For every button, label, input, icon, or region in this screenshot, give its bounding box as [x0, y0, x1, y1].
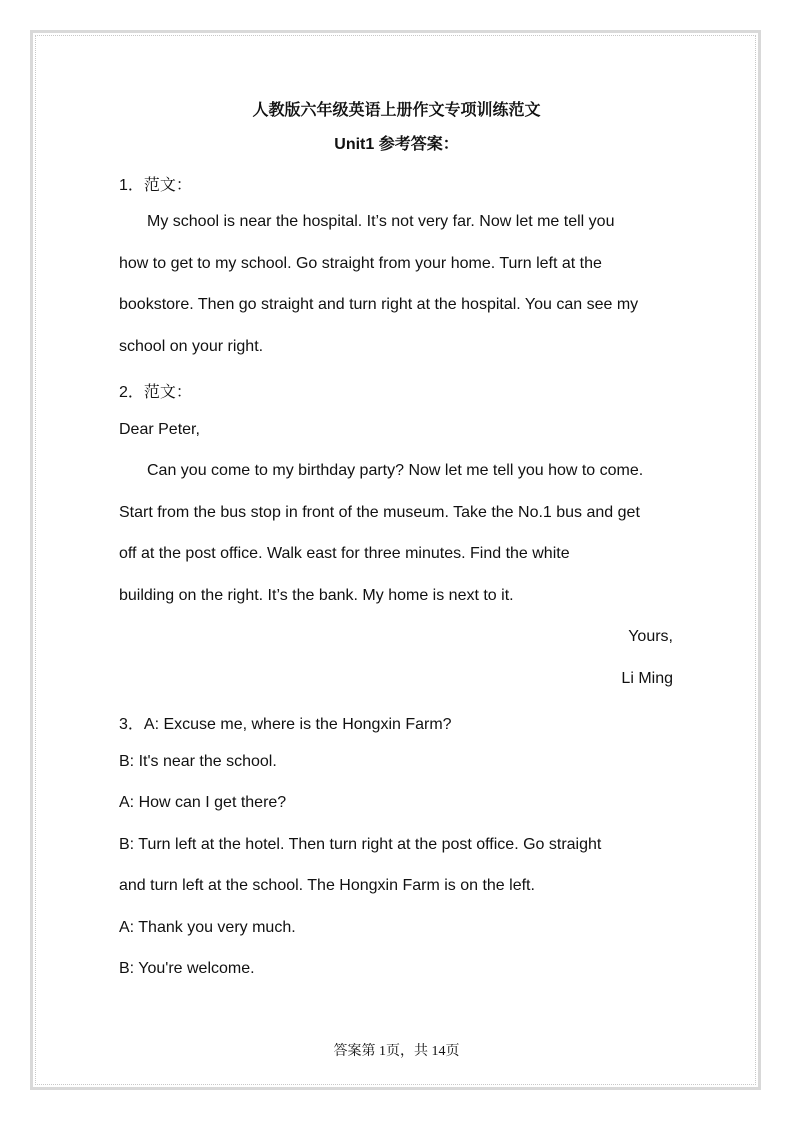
item1-line: My school is near the hospital. It’s not very far. Now let me tell you	[147, 213, 615, 230]
letter-line: building on the right. It’s the bank. My home is next to it.	[119, 587, 514, 604]
dialogue-line: A: Thank you very much.	[119, 919, 296, 936]
letter-line: Can you come to my birthday party? Now let me tell you how to come.	[147, 462, 644, 479]
document-title: 人教版六年级英语上册作文专项训练范文	[252, 102, 541, 119]
item1-label: 1．范文：	[119, 177, 192, 194]
page-footer: 答案第 1页，共 14页	[333, 1044, 460, 1059]
letter-greeting: Dear Peter,	[119, 421, 200, 438]
item2-label: 2．范文：	[119, 384, 192, 401]
item1-line: school on your right.	[119, 338, 264, 355]
dialogue-line: B: It's near the school.	[119, 753, 277, 770]
letter-closing: Yours,	[628, 628, 673, 645]
dialogue-line: 3．A: Excuse me, where is the Hongxin Farm?	[119, 716, 452, 733]
dialogue-line: B: You're welcome.	[119, 960, 255, 977]
dialogue-line: and turn left at the school. The Hongxin Farm is on the left.	[119, 877, 535, 894]
letter-signature: Li Ming	[621, 670, 673, 687]
dialogue-line: A: How can I get there?	[119, 794, 287, 811]
dialogue-line: B: Turn left at the hotel. Then turn right at the post office. Go straight	[119, 836, 602, 853]
item1-line: bookstore. Then go straight and turn right at the hospital. You can see my	[119, 296, 639, 313]
item1-line: how to get to my school. Go straight from your home. Turn left at the	[119, 255, 602, 272]
letter-line: Start from the bus stop in front of the museum. Take the No.1 bus and get	[119, 504, 640, 521]
letter-line: off at the post office. Walk east for three minutes. Find the white	[119, 545, 570, 562]
document-subtitle: Unit1 参考答案：	[334, 136, 459, 153]
